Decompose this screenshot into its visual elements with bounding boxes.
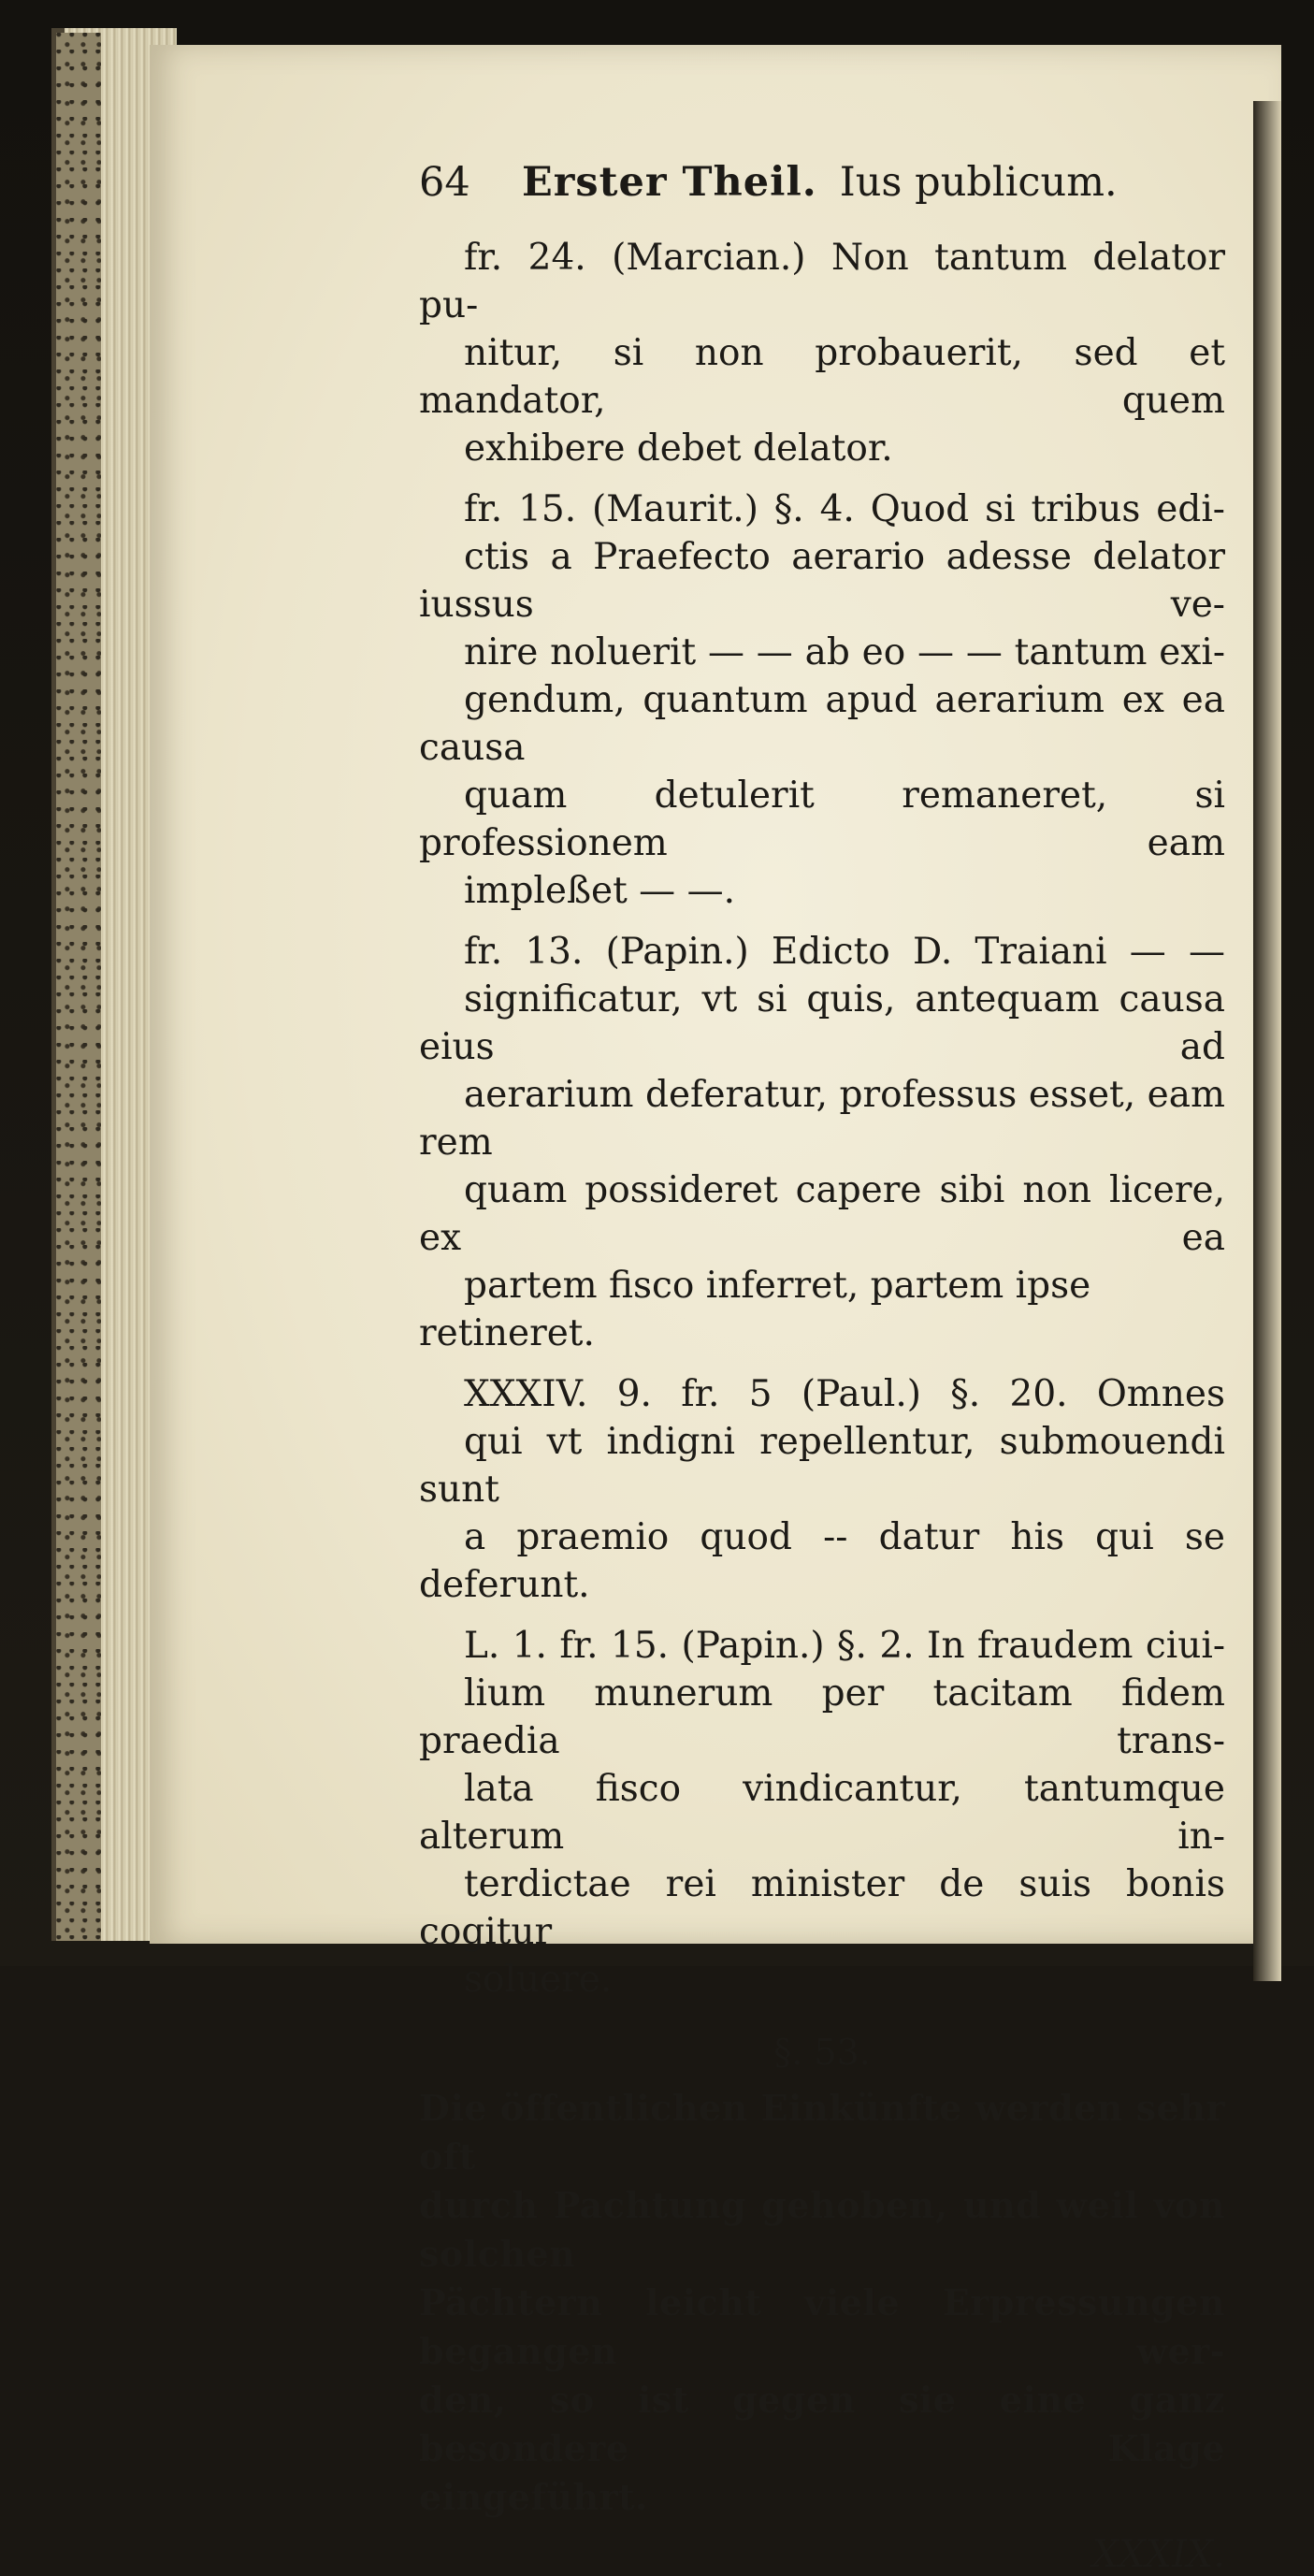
text-line: soluere. xyxy=(464,1959,613,2001)
running-head xyxy=(419,159,1225,206)
text-line: den, so ist gegen sie eine ganz besondere Klage xyxy=(419,2379,1225,2469)
text-line: fr. 24. (Marcian.) Non tantum delator pu- xyxy=(419,237,1225,326)
paragraph-4 xyxy=(419,1370,1225,1609)
text-line: exhibere debet delator. xyxy=(464,427,893,470)
text-line: partem fisco inferret, partem ipse retineret. xyxy=(419,1265,1091,1354)
text-line: significatur, vt si quis, antequam causa eius ad xyxy=(419,978,1225,1068)
text-line: gendum, quantum apud aerarium ex ea causa xyxy=(419,679,1225,769)
german-paragraph xyxy=(419,2084,1225,2522)
text-line: qui vt indigni repellentur, submouendi sunt xyxy=(419,1421,1225,1511)
text-line: quam detulerit remaneret, si professionem eam xyxy=(419,774,1225,864)
page-number: 64 xyxy=(419,159,470,206)
text-line: quam possideret capere sibi non licere, ex ea xyxy=(419,1169,1225,1259)
paragraph-2 xyxy=(419,485,1225,915)
chapter-title: Ius publicum. xyxy=(839,159,1118,206)
text-line: ctis a Praefecto aerario adesse delator iussus ve- xyxy=(419,536,1225,626)
text-line: eingeführt. xyxy=(419,2476,648,2518)
text-line: lium munerum per tacitam fidem praedia trans- xyxy=(419,1672,1225,1762)
text-line: lata fisco vindicantur, tantumque alterum in- xyxy=(419,1768,1225,1858)
text-line: fr. 13. (Papin.) Edicto D. Traiani — — xyxy=(464,931,1225,973)
text-line: Pächtern leicht viele Erpressungen begangen wer- xyxy=(419,2281,1225,2372)
text-line: L. 1. fr. 15. (Papin.) §. 2. In fraudem ciui- xyxy=(464,1625,1225,1667)
catchword: XXXIX. xyxy=(1091,2533,1225,2576)
text-line: a praemio quod -- datur his qui se deferunt. xyxy=(419,1516,1225,1606)
text-line: XXXIV. 9. fr. 5 (Paul.) §. 20. Omnes xyxy=(464,1373,1225,1415)
facing-page-edge xyxy=(1253,101,1281,1981)
text-line: durch Pachtung gehoben, und weil von solchen xyxy=(419,2184,1225,2275)
text-line: terdictae rei minister de suis bonis cogitur xyxy=(419,1863,1225,1953)
marbled-book-edge xyxy=(56,33,101,1941)
text-line: fr. 15. (Maurit.) §. 4. Quod si tribus edi- xyxy=(464,488,1225,530)
text-line: nitur, si non probauerit, sed et mandator, quem xyxy=(419,332,1225,422)
text-line: impleßet — —. xyxy=(464,870,735,912)
text-line: aerarium deferatur, professus esset, eam rem xyxy=(419,1074,1225,1164)
text-line: Die öffentlichen Einkünfte werden sehr oft xyxy=(419,2087,1225,2178)
paragraph-5 xyxy=(419,1622,1225,2004)
part-title: Erster Theil. xyxy=(522,159,817,206)
paragraph-1 xyxy=(419,234,1225,472)
text-line: nire noluerit — — ab eo — — tantum exi- xyxy=(464,631,1225,673)
section-heading: §. 53. xyxy=(773,2032,871,2073)
paragraph-3 xyxy=(419,928,1225,1357)
text-block xyxy=(419,159,1225,2576)
